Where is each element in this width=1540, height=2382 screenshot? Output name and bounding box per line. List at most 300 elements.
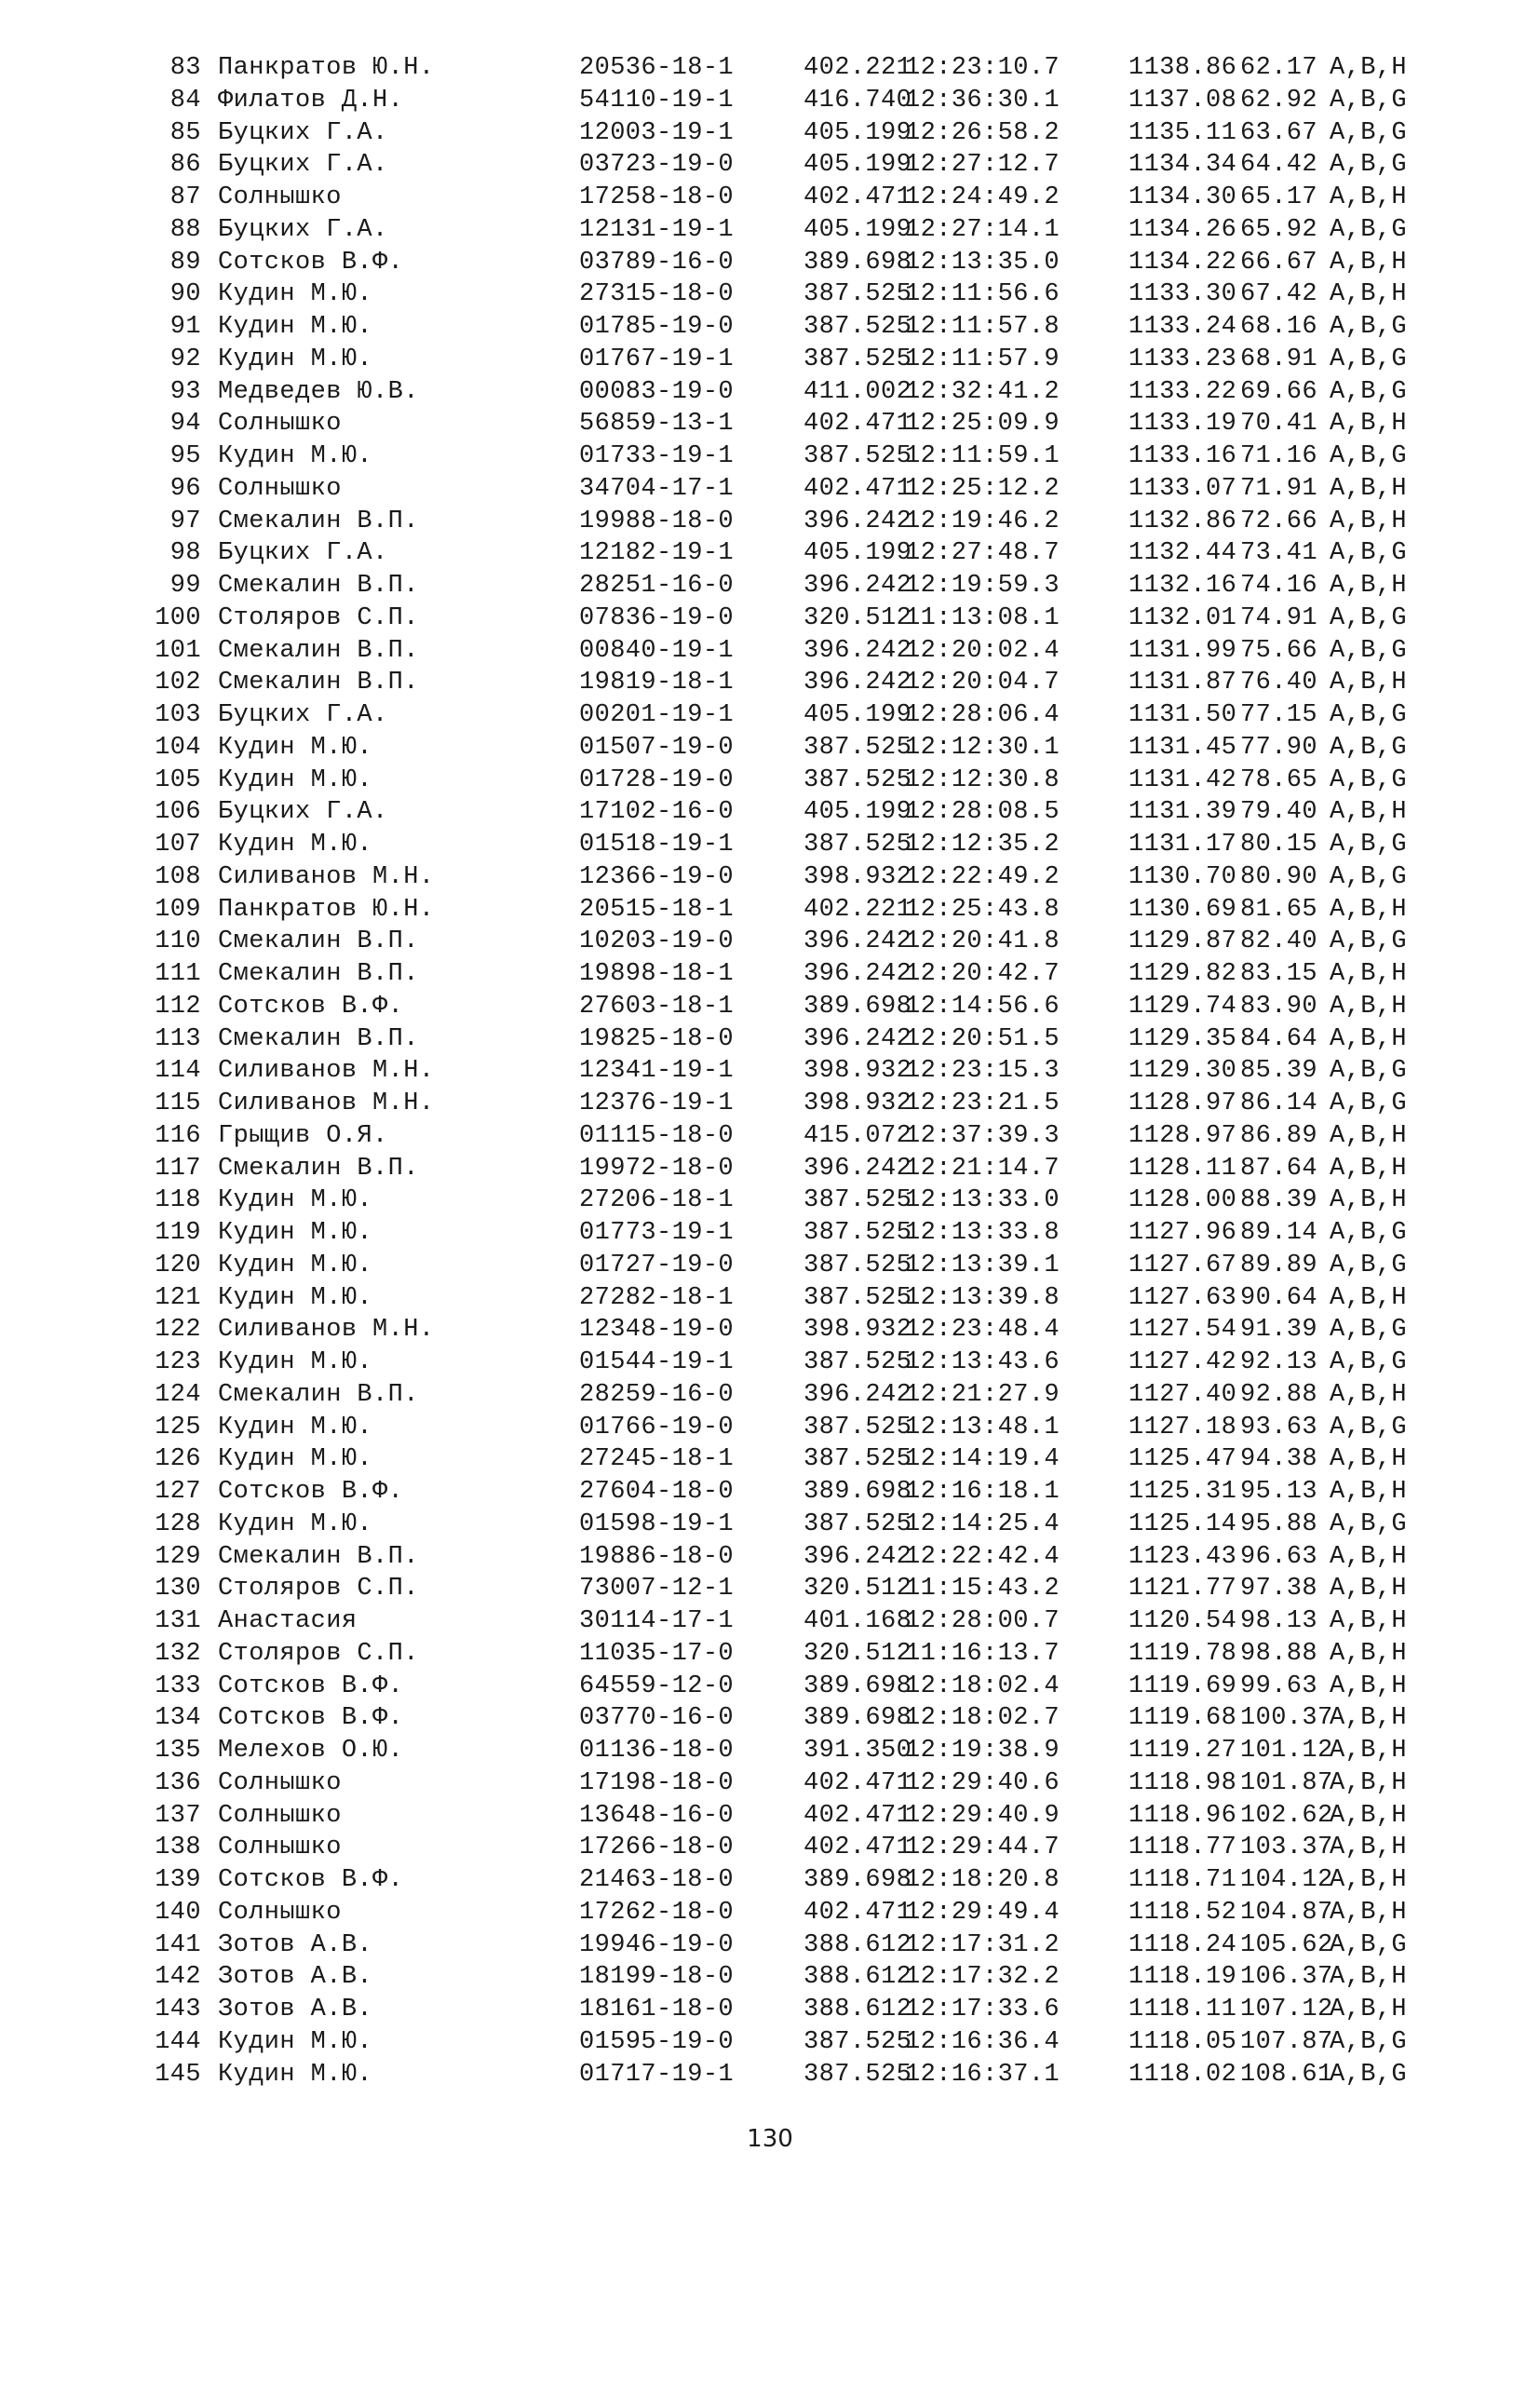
ring-number: 21463-18-0 [579,1866,735,1894]
groups: A,B,G [1330,701,1408,729]
arrival-time: 12:20:02.4 [905,636,1060,665]
groups: A,B,H [1330,895,1408,924]
place: 103 [155,701,201,729]
result-row [149,1088,1408,1120]
coefficient: 86.14 [1240,1089,1318,1117]
speed: 1133.30 [1128,280,1237,309]
arrival-time: 12:16:37.1 [905,2060,1060,2089]
distance: 388.612 [804,1963,912,1992]
place: 135 [155,1737,201,1765]
place: 123 [155,1348,201,1376]
place: 86 [169,151,201,180]
fancier-name: Солнышко [218,474,342,503]
fancier-name: Смекалин В.П. [218,1380,419,1409]
arrival-time: 12:23:21.5 [905,1089,1060,1117]
coefficient: 85.39 [1240,1057,1318,1086]
distance: 387.525 [804,1219,912,1247]
speed: 1125.14 [1128,1509,1237,1538]
distance: 396.242 [804,669,912,697]
ring-number: 01733-19-1 [579,442,735,470]
groups: A,B,H [1330,1542,1408,1571]
ring-number: 12348-19-0 [579,1316,735,1345]
distance: 396.242 [804,572,912,600]
speed: 1118.24 [1128,1930,1237,1959]
groups: A,B,H [1330,1380,1408,1409]
speed: 1127.54 [1128,1316,1237,1345]
arrival-time: 12:12:35.2 [905,831,1060,859]
arrival-time: 12:17:31.2 [905,1930,1060,1959]
arrival-time: 12:12:30.1 [905,733,1060,762]
distance: 402.471 [804,474,912,503]
ring-number: 19886-18-0 [579,1542,735,1571]
arrival-time: 12:29:49.4 [905,1898,1060,1927]
arrival-time: 11:15:43.2 [905,1575,1060,1604]
fancier-name: Столяров С.П. [218,603,419,632]
result-row [149,537,1408,570]
fancier-name: Панкратов Ю.Н. [218,895,435,924]
coefficient: 92.13 [1240,1348,1318,1376]
distance: 387.525 [804,2060,912,2089]
arrival-time: 12:18:02.4 [905,1671,1060,1700]
place: 112 [155,992,201,1021]
fancier-name: Кудин М.Ю. [218,1219,373,1247]
coefficient: 98.13 [1240,1607,1318,1635]
arrival-time: 12:29:40.9 [905,1801,1060,1830]
place: 108 [155,862,201,891]
coefficient: 65.92 [1240,215,1318,244]
coefficient: 78.65 [1240,765,1318,794]
distance: 387.525 [804,280,912,309]
distance: 405.199 [804,701,912,729]
distance: 387.525 [804,831,912,859]
arrival-time: 12:36:30.1 [905,86,1060,115]
groups: A,B,G [1330,2060,1408,2089]
fancier-name: Солнышко [218,1768,342,1797]
ring-number: 20536-18-1 [579,54,735,82]
fancier-name: Зотов А.В. [218,1996,373,2023]
ring-number: 19972-18-0 [579,1154,735,1183]
distance: 320.512 [804,1639,912,1668]
place: 84 [169,86,201,115]
distance: 387.525 [804,1413,912,1441]
speed: 1131.87 [1128,669,1237,697]
place: 142 [155,1963,201,1992]
groups: A,B,H [1330,1768,1408,1797]
fancier-name: Кудин М.Ю. [218,1509,373,1538]
coefficient: 83.90 [1240,992,1318,1021]
distance: 396.242 [804,960,912,988]
result-row [149,1282,1408,1315]
result-row [149,506,1408,538]
speed: 1118.96 [1128,1801,1237,1830]
ring-number: 27245-18-1 [579,1445,735,1474]
arrival-time: 12:16:36.4 [905,2027,1060,2056]
distance: 388.612 [804,1930,912,1959]
groups: A,B,H [1330,1834,1408,1862]
groups: A,B,H [1330,507,1408,535]
arrival-time: 12:11:59.1 [905,442,1060,470]
fancier-name: Филатов Д.Н. [218,86,404,115]
coefficient: 65.17 [1240,183,1318,211]
distance: 389.698 [804,1866,912,1894]
result-row [149,1605,1408,1638]
distance: 402.221 [804,895,912,924]
distance: 396.242 [804,1380,912,1409]
coefficient: 62.92 [1240,86,1318,115]
coefficient: 94.38 [1240,1445,1318,1474]
fancier-name: Грыщив О.Я. [218,1121,388,1150]
groups: A,B,H [1330,1575,1408,1604]
place: 134 [155,1704,201,1733]
groups: A,B,H [1330,1478,1408,1506]
distance: 396.242 [804,1024,912,1053]
result-row [149,408,1408,440]
result-row [149,1023,1408,1056]
coefficient: 71.91 [1240,474,1318,503]
coefficient: 104.12 [1240,1866,1333,1894]
arrival-time: 12:17:32.2 [905,1963,1060,1992]
coefficient: 73.41 [1240,539,1318,568]
fancier-name: Буцких Г.А. [218,118,388,147]
place: 115 [155,1089,201,1117]
speed: 1131.42 [1128,765,1237,794]
fancier-name: Кудин М.Ю. [218,345,373,373]
coefficient: 98.88 [1240,1639,1318,1668]
speed: 1125.31 [1128,1478,1237,1506]
speed: 1119.68 [1128,1704,1237,1733]
ring-number: 01717-19-1 [579,2060,735,2089]
distance: 387.525 [804,442,912,470]
groups: A,B,G [1330,345,1408,373]
arrival-time: 12:13:35.0 [905,248,1060,277]
ring-number: 01598-19-1 [579,1509,735,1538]
groups: A,B,G [1330,1930,1408,1959]
arrival-time: 12:23:15.3 [905,1057,1060,1086]
result-row [149,829,1408,861]
speed: 1131.17 [1128,831,1237,859]
ring-number: 01767-19-1 [579,345,735,373]
coefficient: 108.61 [1240,2060,1333,2089]
arrival-time: 12:29:44.7 [905,1834,1060,1862]
result-row [149,765,1408,797]
coefficient: 89.89 [1240,1251,1318,1279]
coefficient: 101.87 [1240,1768,1333,1797]
arrival-time: 12:29:40.6 [905,1768,1060,1797]
arrival-time: 12:19:59.3 [905,572,1060,600]
ring-number: 27603-18-1 [579,992,735,1021]
distance: 396.242 [804,1542,912,1571]
ring-number: 18161-18-0 [579,1996,735,2023]
fancier-name: Солнышко [218,1898,342,1927]
result-row [149,1994,1408,2026]
speed: 1118.19 [1128,1963,1237,1992]
speed: 1131.39 [1128,798,1237,827]
groups: A,B,H [1330,474,1408,503]
result-row [149,1184,1408,1217]
place: 97 [169,507,201,535]
fancier-name: Смекалин В.П. [218,669,419,697]
coefficient: 80.15 [1240,831,1318,859]
result-row [149,376,1408,409]
speed: 1119.27 [1128,1737,1237,1765]
speed: 1127.42 [1128,1348,1237,1376]
speed: 1133.24 [1128,313,1237,341]
fancier-name: Сотсков В.Ф. [218,1704,404,1733]
coefficient: 77.90 [1240,733,1318,762]
arrival-time: 12:11:57.9 [905,345,1060,373]
result-row [149,149,1408,182]
result-row [149,1217,1408,1250]
ring-number: 27206-18-1 [579,1186,735,1215]
ring-number: 03723-19-0 [579,151,735,180]
distance: 396.242 [804,636,912,665]
ring-number: 01785-19-0 [579,313,735,341]
place: 124 [155,1380,201,1409]
arrival-time: 12:23:48.4 [905,1316,1060,1345]
groups: A,B,H [1330,1866,1408,1894]
arrival-time: 12:20:04.7 [905,669,1060,697]
groups: A,B,H [1330,1024,1408,1053]
coefficient: 71.16 [1240,442,1318,470]
groups: A,B,H [1330,248,1408,277]
place: 104 [155,733,201,762]
coefficient: 82.40 [1240,927,1318,956]
ring-number: 00201-19-1 [579,701,735,729]
speed: 1118.98 [1128,1768,1237,1797]
place: 93 [169,377,201,406]
result-row [149,1055,1408,1088]
result-row [149,2059,1408,2091]
groups: A,B,G [1330,927,1408,956]
distance: 405.199 [804,798,912,827]
groups: A,B,G [1330,765,1408,794]
coefficient: 101.12 [1240,1737,1333,1765]
distance: 389.698 [804,248,912,277]
fancier-name: Силиванов М.Н. [218,862,435,891]
arrival-time: 12:20:41.8 [905,927,1060,956]
place: 90 [169,280,201,309]
ring-number: 12366-19-0 [579,862,735,891]
result-row [149,796,1408,829]
speed: 1127.96 [1128,1219,1237,1247]
place: 120 [155,1251,201,1279]
arrival-time: 12:20:42.7 [905,960,1060,988]
fancier-name: Смекалин В.П. [218,1154,419,1183]
coefficient: 107.12 [1240,1996,1333,2023]
result-row [149,1638,1408,1671]
place: 117 [155,1154,201,1183]
result-row [149,1897,1408,1929]
distance: 389.698 [804,1704,912,1733]
speed: 1128.11 [1128,1154,1237,1183]
speed: 1120.54 [1128,1607,1237,1635]
arrival-time: 12:25:12.2 [905,474,1060,503]
coefficient: 103.37 [1240,1834,1333,1862]
groups: A,B,G [1330,118,1408,147]
fancier-name: Сотсков В.Ф. [218,1478,404,1506]
ring-number: 12341-19-1 [579,1057,735,1086]
groups: A,B,H [1330,1154,1408,1183]
place: 101 [155,636,201,665]
distance: 396.242 [804,1154,912,1183]
speed: 1128.97 [1128,1121,1237,1150]
place: 144 [155,2027,201,2056]
fancier-name: Кудин М.Ю. [218,313,373,341]
ring-number: 17102-16-0 [579,798,735,827]
fancier-name: Медведев Ю.В. [218,377,419,406]
speed: 1118.52 [1128,1898,1237,1927]
ring-number: 03789-16-0 [579,248,735,277]
fancier-name: Зотов А.В. [218,1930,373,1959]
fancier-name: Силиванов М.Н. [218,1316,435,1345]
place: 119 [155,1219,201,1247]
speed: 1127.67 [1128,1251,1237,1279]
arrival-time: 12:19:38.9 [905,1737,1060,1765]
arrival-time: 12:22:49.2 [905,862,1060,891]
fancier-name: Буцких Г.А. [218,215,388,244]
fancier-name: Анастасия [218,1607,358,1635]
fancier-name: Кудин М.Ю. [218,1251,373,1279]
fancier-name: Столяров С.П. [218,1575,419,1604]
coefficient: 84.64 [1240,1024,1318,1053]
result-row [149,1961,1408,1994]
coefficient: 91.39 [1240,1316,1318,1345]
coefficient: 105.62 [1240,1930,1333,1959]
speed: 1123.43 [1128,1542,1237,1571]
distance: 389.698 [804,992,912,1021]
coefficient: 74.91 [1240,603,1318,632]
coefficient: 79.40 [1240,798,1318,827]
ring-number: 01766-19-0 [579,1413,735,1441]
arrival-time: 12:22:42.4 [905,1542,1060,1571]
distance: 387.525 [804,1283,912,1312]
result-row [149,344,1408,376]
groups: A,B,G [1330,1089,1408,1117]
distance: 402.471 [804,1768,912,1797]
speed: 1133.23 [1128,345,1237,373]
result-row [149,278,1408,311]
distance: 387.525 [804,1509,912,1538]
result-row [149,311,1408,344]
distance: 388.612 [804,1996,912,2023]
arrival-time: 12:23:10.7 [905,54,1060,82]
groups: A,B,H [1330,1963,1408,1992]
groups: A,B,G [1330,636,1408,665]
groups: A,B,G [1330,1251,1408,1279]
coefficient: 95.13 [1240,1478,1318,1506]
groups: A,B,G [1330,1413,1408,1441]
fancier-name: Смекалин В.П. [218,572,419,600]
result-row [149,1864,1408,1897]
groups: A,B,H [1330,1671,1408,1700]
distance: 389.698 [804,1478,912,1506]
distance: 387.525 [804,1251,912,1279]
place: 98 [169,539,201,568]
fancier-name: Кудин М.Ю. [218,2060,373,2089]
ring-number: 28251-16-0 [579,572,735,600]
result-row [149,1541,1408,1574]
place: 107 [155,831,201,859]
speed: 1127.40 [1128,1380,1237,1409]
distance: 387.525 [804,765,912,794]
ring-number: 00083-19-0 [579,377,735,406]
speed: 1128.00 [1128,1186,1237,1215]
fancier-name: Солнышко [218,410,342,439]
ring-number: 12131-19-1 [579,215,735,244]
distance: 396.242 [804,927,912,956]
place: 88 [169,215,201,244]
ring-number: 19898-18-1 [579,960,735,988]
coefficient: 100.37 [1240,1704,1333,1733]
groups: A,B,H [1330,572,1408,600]
groups: A,B,H [1330,960,1408,988]
coefficient: 86.89 [1240,1121,1318,1150]
result-row [149,1573,1408,1605]
arrival-time: 12:28:00.7 [905,1607,1060,1635]
distance: 405.199 [804,151,912,180]
ring-number: 17198-18-0 [579,1768,735,1797]
speed: 1138.86 [1128,54,1237,82]
ring-number: 01544-19-1 [579,1348,735,1376]
ring-number: 11035-17-0 [579,1639,735,1668]
place: 102 [155,669,201,697]
groups: A,B,H [1330,1737,1408,1765]
arrival-time: 12:19:46.2 [905,507,1060,535]
ring-number: 19946-19-0 [579,1930,735,1959]
result-row [149,2026,1408,2059]
fancier-name: Сотсков В.Ф. [218,1671,404,1700]
place: 113 [155,1024,201,1053]
speed: 1133.16 [1128,442,1237,470]
groups: A,B,H [1330,798,1408,827]
result-row [149,473,1408,506]
groups: A,B,H [1330,1445,1408,1474]
speed: 1132.44 [1128,539,1237,568]
ring-number: 30114-17-1 [579,1607,735,1635]
ring-number: 01773-19-1 [579,1219,735,1247]
arrival-time: 12:27:48.7 [905,539,1060,568]
ring-number: 12182-19-1 [579,539,735,568]
fancier-name: Кудин М.Ю. [218,733,373,762]
ring-number: 64559-12-0 [579,1671,735,1700]
place: 99 [169,572,201,600]
fancier-name: Кудин М.Ю. [218,831,373,859]
speed: 1134.22 [1128,248,1237,277]
groups: A,B,G [1330,313,1408,341]
place: 136 [155,1768,201,1797]
speed: 1132.01 [1128,603,1237,632]
groups: A,B,G [1330,151,1408,180]
place: 87 [169,183,201,211]
fancier-name: Кудин М.Ю. [218,1445,373,1474]
fancier-name: Кудин М.Ю. [218,280,373,309]
groups: A,B,H [1330,1186,1408,1215]
ring-number: 27282-18-1 [579,1283,735,1312]
ring-number: 01115-18-0 [579,1121,735,1150]
arrival-time: 12:14:56.6 [905,992,1060,1021]
coefficient: 88.39 [1240,1186,1318,1215]
place: 83 [169,54,201,82]
speed: 1118.77 [1128,1834,1237,1862]
coefficient: 67.42 [1240,280,1318,309]
distance: 416.740 [804,86,912,115]
distance: 405.199 [804,215,912,244]
ring-number: 12376-19-1 [579,1089,735,1117]
arrival-time: 12:18:20.8 [905,1866,1060,1894]
fancier-name: Буцких Г.А. [218,151,388,180]
ring-number: 01728-19-0 [579,765,735,794]
arrival-time: 12:16:18.1 [905,1478,1060,1506]
